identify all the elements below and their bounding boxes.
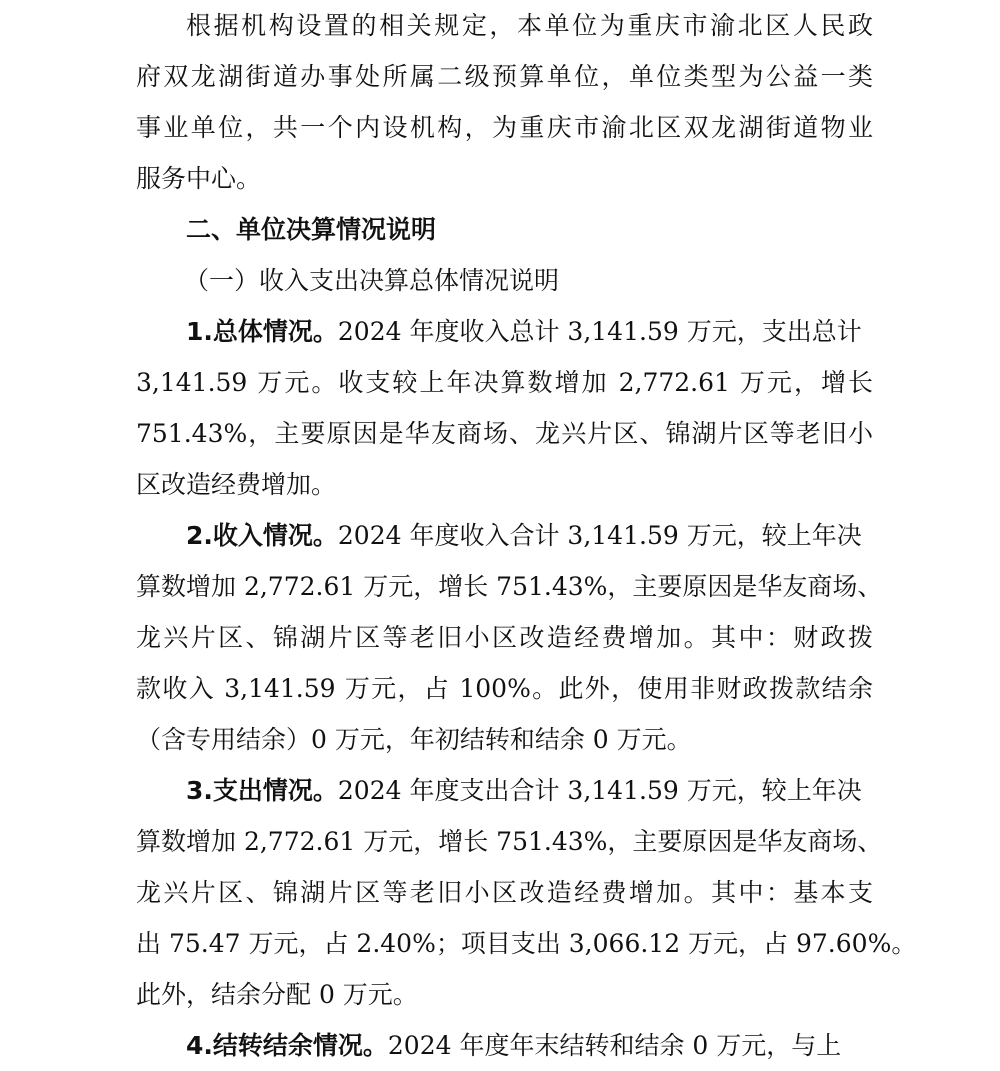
paragraph-expenditure-text: 2024 年度支出合计 3,141.59 万元，较上年决	[337, 776, 862, 805]
paragraph-overall-line-2: 3,141.59 万元。收支较上年决算数增加 2,772.61 万元，增长	[136, 368, 873, 397]
section-heading: 二、单位决算情况说明	[186, 215, 437, 244]
paragraph-income-lead: 2.收入情况。	[186, 521, 338, 550]
paragraph-expenditure-line-3: 龙兴片区、锦湖片区等老旧小区改造经费增加。其中：基本支	[136, 878, 873, 907]
paragraph-expenditure-line-5: 此外，结余分配 0 万元。	[136, 980, 418, 1009]
paragraph-carryover-line-1	[186, 1020, 873, 1071]
paragraph-1-line-4: 服务中心。	[136, 164, 262, 193]
paragraph-income-text: 2024 年度收入合计 3,141.59 万元，较上年决	[337, 521, 862, 550]
paragraph-income-line-4: 款收入 3,141.59 万元，占 100%。此外，使用非财政拨款结余	[136, 674, 873, 703]
paragraph-overall-line-4: 区改造经费增加。	[136, 470, 337, 499]
paragraph-overall-lead: 1.总体情况。	[186, 317, 338, 346]
paragraph-expenditure-line-2: 算数增加 2,772.61 万元，增长 751.43%，主要原因是华友商场、	[136, 827, 883, 856]
paragraph-expenditure-line-1	[186, 765, 873, 816]
paragraph-income-line-2: 算数增加 2,772.61 万元，增长 751.43%，主要原因是华友商场、	[136, 572, 883, 601]
paragraph-income-line-1	[186, 510, 873, 561]
paragraph-income-line-3: 龙兴片区、锦湖片区等老旧小区改造经费增加。其中：财政拨	[136, 623, 873, 652]
paragraph-carryover-text: 2024 年度年末结转和结余 0 万元，与上	[387, 1031, 842, 1060]
paragraph-overall-text: 2024 年度收入总计 3,141.59 万元，支出总计	[337, 317, 862, 346]
paragraph-income-line-5: （含专用结余）0 万元，年初结转和结余 0 万元。	[136, 725, 692, 754]
paragraph-1-line-1: 根据机构设置的相关规定，本单位为重庆市渝北区人民政	[186, 11, 873, 40]
subsection-heading: （一）收入支出决算总体情况说明	[184, 266, 560, 295]
paragraph-1-line-2: 府双龙湖街道办事处所属二级预算单位，单位类型为公益一类	[136, 62, 873, 91]
paragraph-expenditure-lead: 3.支出情况。	[186, 776, 338, 805]
paragraph-overall-line-3: 751.43%，主要原因是华友商场、龙兴片区、锦湖片区等老旧小	[136, 419, 873, 448]
paragraph-1-line-3: 事业单位，共一个内设机构，为重庆市渝北区双龙湖街道物业	[136, 113, 873, 142]
paragraph-overall-line-1	[186, 306, 873, 357]
paragraph-carryover-lead: 4.结转结余情况。	[186, 1031, 388, 1060]
paragraph-expenditure-line-4: 出 75.47 万元，占 2.40%；项目支出 3,066.12 万元，占 97.60%。	[136, 929, 917, 958]
